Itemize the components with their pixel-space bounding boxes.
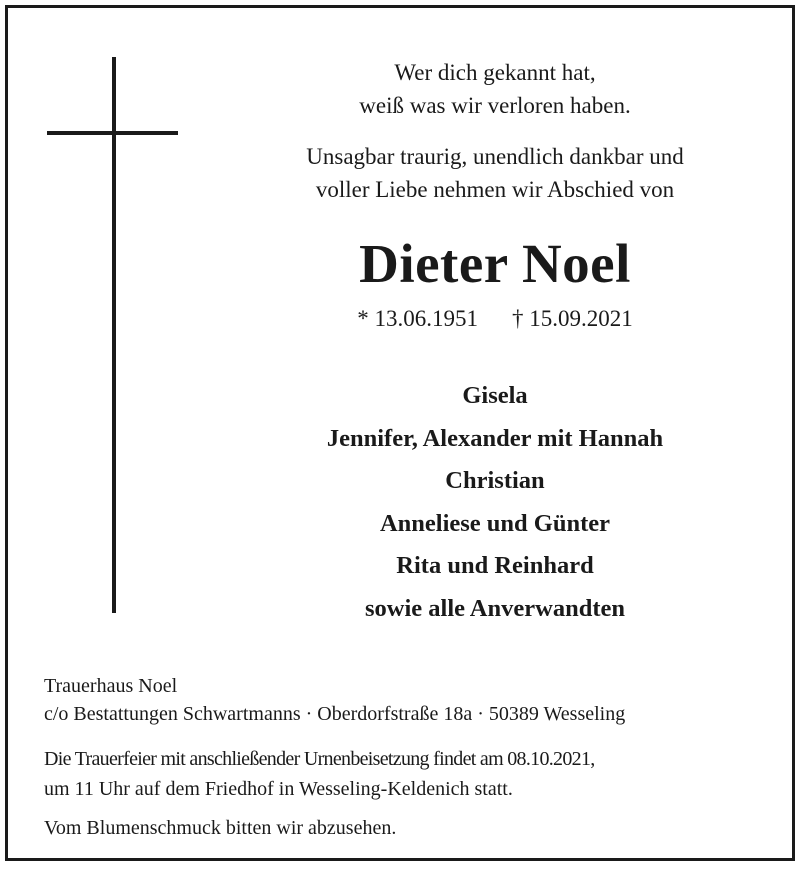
intro-line-2: voller Liebe nehmen wir Abschied von	[315, 177, 675, 202]
ceremony-line-2: um 11 Uhr auf dem Friedhof in Wesseling-Keldenich statt.	[44, 778, 513, 800]
quote-line-1: Wer dich gekannt hat,	[394, 60, 596, 85]
memorial-quote	[195, 56, 795, 122]
life-dates	[195, 303, 795, 335]
mourner-line: Rita und Reinhard	[396, 552, 594, 579]
ceremony-line-1: Die Trauerfeier mit anschließender Urnenbeisetzung findet am 08.10.2021,	[44, 748, 595, 770]
intro-line-1: Unsagbar traurig, unendlich dankbar und	[306, 144, 684, 169]
cross-icon-bar	[47, 131, 178, 135]
mourner-line: Anneliese und Günter	[379, 509, 611, 537]
ceremony-info	[44, 744, 774, 804]
address-line-1: Trauerhaus Noel	[44, 675, 178, 697]
mourners-list	[195, 375, 795, 630]
address-line-2: c/o Bestattungen Schwartmanns · Oberdorfstraße 18a · 50389 Wesseling	[44, 703, 626, 725]
mourning-address	[44, 672, 774, 728]
mourner-line: Gisela	[462, 382, 528, 409]
deceased-name: Dieter Noel	[359, 233, 631, 294]
farewell-intro	[195, 140, 795, 206]
death-date: † 15.09.2021	[512, 306, 633, 331]
mourner-line: Christian	[445, 467, 545, 494]
cross-icon	[112, 57, 116, 613]
birth-date: * 13.06.1951	[357, 306, 478, 331]
quote-line-2: weiß was wir verloren haben.	[359, 93, 631, 118]
mourner-line: sowie alle Anverwandten	[365, 594, 625, 622]
flowers-note: Vom Blumenschmuck bitten wir abzusehen.	[44, 817, 397, 839]
mourner-line: Jennifer, Alexander mit Hannah	[326, 424, 664, 452]
